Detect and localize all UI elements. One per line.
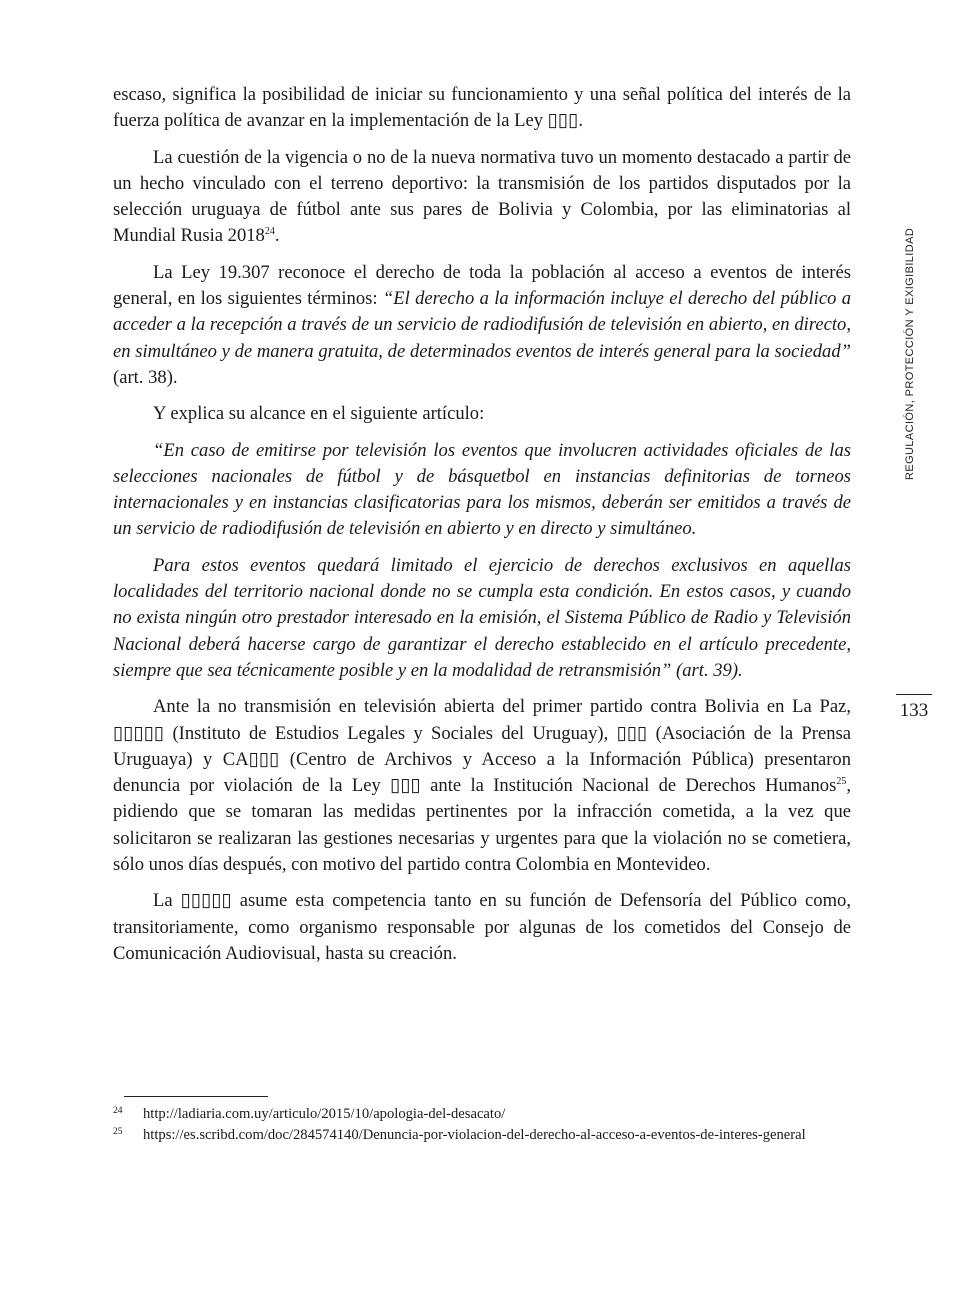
paragraph-1: escaso, significa la posibilidad de iniciar su funcionamiento y una señal política del interés de la fuerza política de avanzar en la implementación de la Ley ▯▯▯. <box>113 84 851 132</box>
footnote-number: 25 <box>113 1127 123 1137</box>
paragraph-2-text: La cuestión de la vigencia o no de la nueva normativa tuvo un momento destacado a partir de un hecho vinculado con el terreno deportivo: la transmisión de los partidos disputados por la selección uruguaya de fútbol ante sus pares de Bolivia y Colombia, por las eliminatorias al Mundial Rusia 2018 <box>113 146 851 247</box>
footnote-number: 24 <box>113 1106 123 1116</box>
footnote-separator <box>124 1096 268 1097</box>
paragraph-3 <box>113 260 851 391</box>
page-number-rule <box>896 694 932 695</box>
paragraph-2 <box>113 145 851 250</box>
quote-2: Para estos eventos quedará limitado el ejercicio de derechos exclusivos en aquellas localidades del territorio nacional donde no se cumpla esta condición. En estos casos, y cuando no exista ningún otro prestador interesado en la emisión, el Sistema Público de Radio y Televisión Nacional deberá hacerse cargo de garantizar el derecho establecido en el artículo precedente, siempre que sea técnicamente posible y en la modalidad de retransmisión” (art. 39). <box>113 554 851 681</box>
running-header-vertical: REGULACIÓN, PROTECCIÓN Y EXIGIBILIDAD <box>904 227 916 480</box>
paragraph-6: La ▯▯▯▯▯ asume esta competencia tanto en su función de Defensoría del Público como, transitoriamente, como organismo responsable por algunas de los cometidos del Consejo de Comunicación Audiovisual, hasta su creación. <box>113 890 851 964</box>
paragraph-5-end: , pidiendo que se tomaran las medidas pertinentes por la infracción cometida, a la vez que solicitaron se realizaran las gestiones necesarias y urgentes para que la violación no se cometiera, sólo unos días después, con motivo del partido contra Colombia en Montevideo. <box>113 775 851 876</box>
paragraph-3-end: (art. 38). <box>113 366 178 388</box>
footnote-24 <box>113 1104 851 1125</box>
footnote-25 <box>113 1125 851 1146</box>
paragraph-3-text: La Ley 19.307 reconoce el derecho de toda la población al acceso a eventos de interés general, en los siguientes términos: <box>113 261 851 310</box>
footnote-ref-25: 25 <box>836 775 847 787</box>
paragraph-3-quote: “El derecho a la información incluye el derecho del público a acceder a la recepción a través de un servicio de radiodifusión de televisión en abierto, en directo, en simultáneo y de manera gratuita, de determinados eventos de interés general para la sociedad” <box>113 288 851 362</box>
paragraph-5 <box>113 694 851 878</box>
quote-1: “En caso de emitirse por televisión los eventos que involucren actividades oficiales de las selecciones nacionales de fútbol y de básquetbol en instancias definitorias de torneos internacionales y en instancias clasificatorias para los mismos, deberán ser emitidos a través de un servicio de radiodifusión de televisión en abierto y en directo y simultáneo. <box>113 439 851 540</box>
body-text <box>113 82 851 977</box>
paragraph-4: Y explica su alcance en el siguiente artículo: <box>153 403 485 425</box>
footnote-link[interactable]: https://es.scribd.com/doc/284574140/Denuncia-por-violacion-del-derecho-al-acceso-a-eventos-de-interes-general <box>143 1127 806 1143</box>
footnote-ref-24: 24 <box>264 226 275 238</box>
paragraph-2-end: . <box>274 225 280 247</box>
paragraph-5-text: Ante la no transmisión en televisión abierta del primer partido contra Bolivia en La Paz, ▯▯▯▯▯ (Instituto de Estudios Legales y Sociales del Uruguay), ▯▯▯ (Asociación de la Prensa Uruguaya) y CA▯▯▯ (Centro de Archivos y Acceso a la Información Pública) presentaron denuncia por violación de la Ley ▯▯▯ ante la Institución Nacional de Derechos Humanos <box>113 696 851 797</box>
page-number: 133 <box>899 700 929 721</box>
footnotes <box>113 1104 851 1146</box>
footnote-link[interactable]: http://ladiaria.com.uy/articulo/2015/10/apologia-del-desacato/ <box>143 1106 506 1122</box>
